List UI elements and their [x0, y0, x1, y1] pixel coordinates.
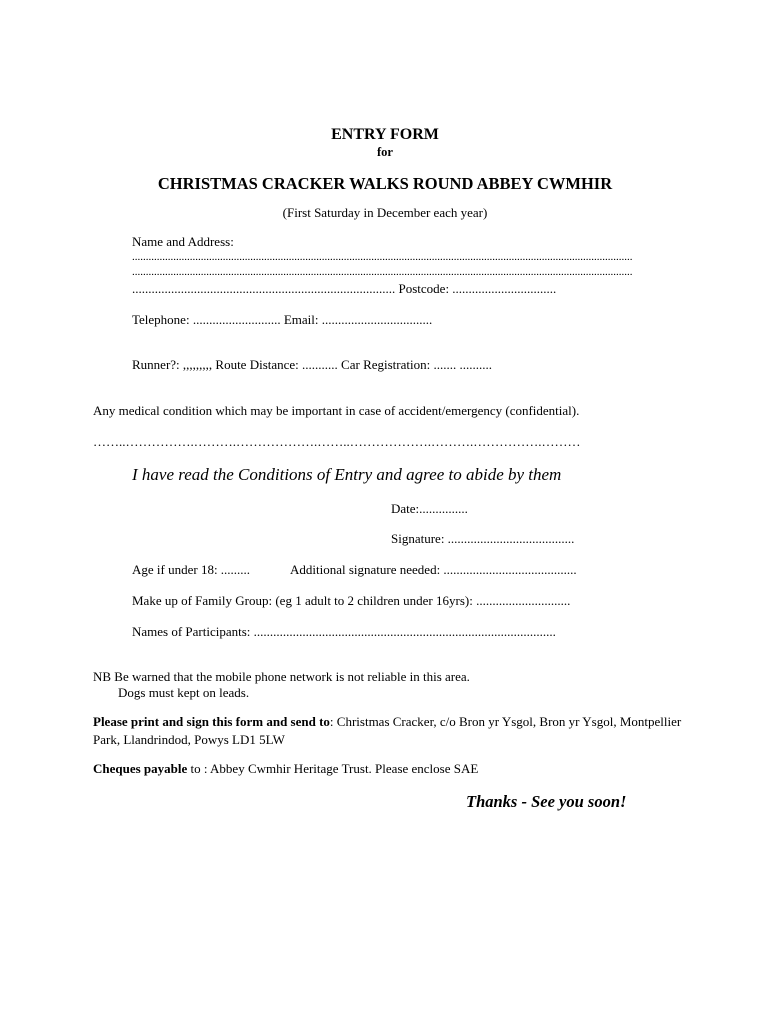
- address-line-1[interactable]: ......................................................................................................................................................................................: [132, 252, 633, 263]
- cheques-line: [93, 762, 478, 775]
- form-subtitle: for: [377, 145, 393, 159]
- send-address: : Christmas Cracker, c/o Bron yr Ysgol, Bron yr Ysgol, Montpellier Park, Llandrindod, Powys LD1 5LW: [93, 714, 682, 747]
- cheques-label: Cheques payable: [93, 761, 188, 776]
- name-address-label: Name and Address:: [132, 234, 234, 249]
- mobile-network-note: NB Be warned that the mobile phone network is not reliable in this area.: [93, 669, 470, 684]
- family-group-field[interactable]: Make up of Family Group: (eg 1 adult to 2 children under 16yrs): .............................: [132, 593, 571, 608]
- age-under-18-field[interactable]: Age if under 18: .........: [132, 562, 251, 577]
- telephone-email-row[interactable]: Telephone: ........................... Email: ..................................: [132, 312, 433, 327]
- participants-field[interactable]: Names of Participants: .............................................................................................: [132, 624, 556, 639]
- date-field[interactable]: Date:...............: [391, 501, 468, 516]
- cheques-text: to : Abbey Cwmhir Heritage Trust. Please enclose SAE: [187, 761, 479, 776]
- address-line-3-postcode[interactable]: ................................................................................. Postcode: ................................: [132, 282, 557, 295]
- medical-condition-label: Any medical condition which may be important in case of accident/emergency (confidential).: [93, 403, 580, 418]
- dogs-note: Dogs must kept on leads.: [118, 685, 250, 700]
- thanks-message: Thanks - See you soon!: [466, 792, 627, 811]
- medical-condition-line[interactable]: ……..…………….……….……………….……..……………….……….…………….………: [93, 434, 581, 449]
- event-schedule: (First Saturday in December each year): [282, 205, 488, 220]
- form-title: ENTRY FORM: [331, 126, 439, 143]
- declaration-statement: I have read the Conditions of Entry and agree to abide by them: [132, 465, 562, 484]
- additional-signature-field[interactable]: Additional signature needed: .........................................: [290, 562, 577, 577]
- runner-route-car-row[interactable]: Runner?: ,,,,,,,,, Route Distance: ........... Car Registration: ....... ..........: [132, 357, 492, 372]
- signature-field[interactable]: Signature: .......................................: [391, 531, 575, 546]
- send-instructions-label: Please print and sign this form and send to: [93, 714, 330, 729]
- send-instructions: [93, 713, 693, 749]
- address-line-2[interactable]: ......................................................................................................................................................................................: [132, 267, 633, 278]
- event-name: CHRISTMAS CRACKER WALKS ROUND ABBEY CWMHIR: [157, 174, 613, 193]
